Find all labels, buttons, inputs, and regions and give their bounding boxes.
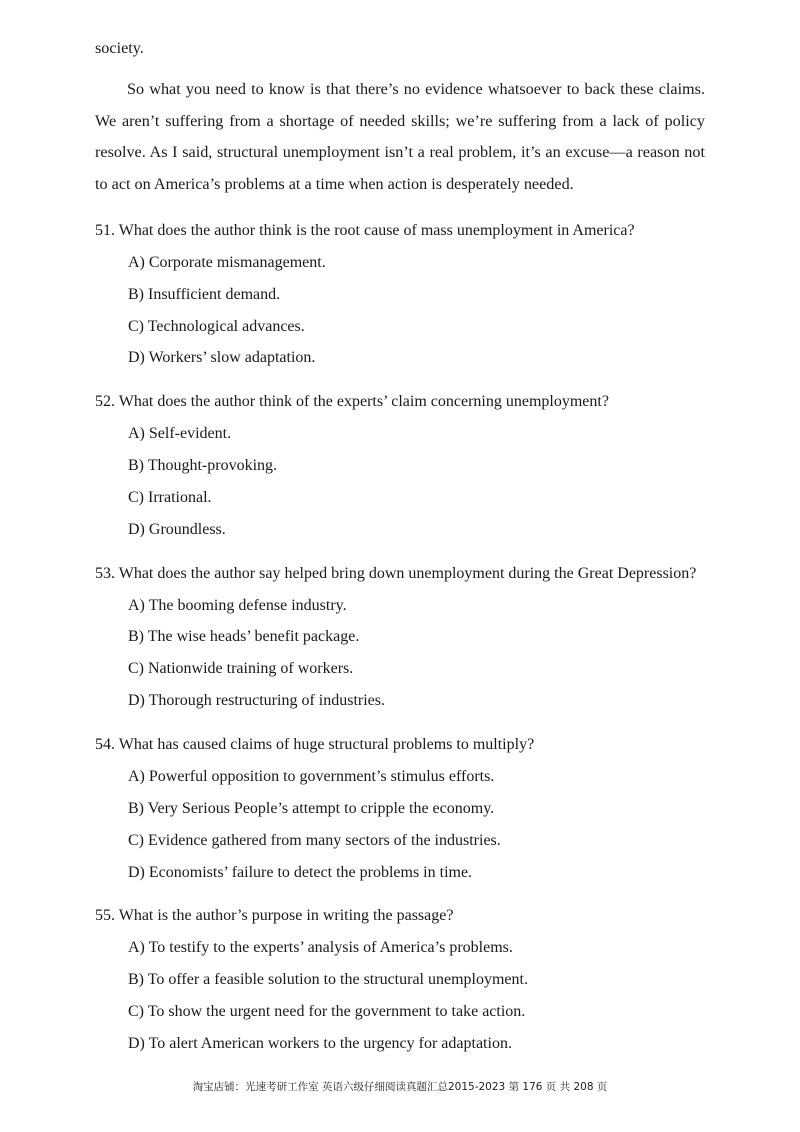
option-d: D) Groundless. xyxy=(128,521,226,538)
option-c: C) Irrational. xyxy=(128,489,212,506)
option-c: C) To show the urgent need for the government to take action. xyxy=(128,1003,526,1020)
option-b: B) Thought-provoking. xyxy=(128,457,278,474)
passage-carryover: society. xyxy=(95,39,144,57)
question-text: What is the author’s purpose in writing the passage? xyxy=(118,907,454,924)
option-b: B) To offer a feasible solution to the structural unemployment. xyxy=(128,971,528,988)
question-stem xyxy=(95,735,735,755)
option-a: A) Powerful opposition to government’s stimulus efforts. xyxy=(128,768,495,785)
question-stem xyxy=(95,392,735,412)
option-b: B) Insufficient demand. xyxy=(128,286,281,303)
option-d: D) Economists’ failure to detect the problems in time. xyxy=(128,864,473,881)
option-d: D) Workers’ slow adaptation. xyxy=(128,349,316,366)
option-a: A) To testify to the experts’ analysis of America’s problems. xyxy=(128,939,513,956)
page-footer: 淘宝店铺：光速考研工作室 英语六级仔细阅读真题汇总2015-2023 第 176 页 共 208 页 xyxy=(192,1081,608,1093)
option-a: A) Self-evident. xyxy=(128,425,232,442)
option-d: D) To alert American workers to the urgency for adaptation. xyxy=(128,1035,512,1052)
question-stem xyxy=(95,906,735,926)
option-b: B) Very Serious People’s attempt to cripple the economy. xyxy=(128,800,495,817)
question-number: 54. xyxy=(95,736,115,753)
question-number: 52. xyxy=(95,393,115,410)
question-text: What does the author say helped bring down unemployment during the Great Depression? xyxy=(118,565,697,582)
question-text: What does the author think of the experts’ claim concerning unemployment? xyxy=(118,393,609,410)
option-c: C) Evidence gathered from many sectors of the industries. xyxy=(128,832,501,849)
question-stem xyxy=(95,564,735,584)
question-text: What has caused claims of huge structural problems to multiply? xyxy=(118,736,535,753)
option-c: C) Nationwide training of workers. xyxy=(128,660,354,677)
question-number: 53. xyxy=(95,565,115,582)
option-a: A) The booming defense industry. xyxy=(128,597,347,614)
option-c: C) Technological advances. xyxy=(128,318,305,335)
passage-paragraph: So what you need to know is that there’s no evidence whatsoever to back these claims. We aren’t suffering from a shortage of needed skills; we’re suffering from a lack of policy resolve. As I said, structural unemployment isn’t a real problem, it’s an excuse—a reason not to act on America’s problems at a time when action is desperately needed. xyxy=(95,80,705,193)
option-a: A) Corporate mismanagement. xyxy=(128,254,326,271)
option-d: D) Thorough restructuring of industries. xyxy=(128,692,385,709)
question-number: 51. xyxy=(95,222,115,239)
question-number: 55. xyxy=(95,907,115,924)
question-stem xyxy=(95,221,735,241)
option-b: B) The wise heads’ benefit package. xyxy=(128,628,360,645)
question-text: What does the author think is the root cause of mass unemployment in America? xyxy=(118,222,635,239)
